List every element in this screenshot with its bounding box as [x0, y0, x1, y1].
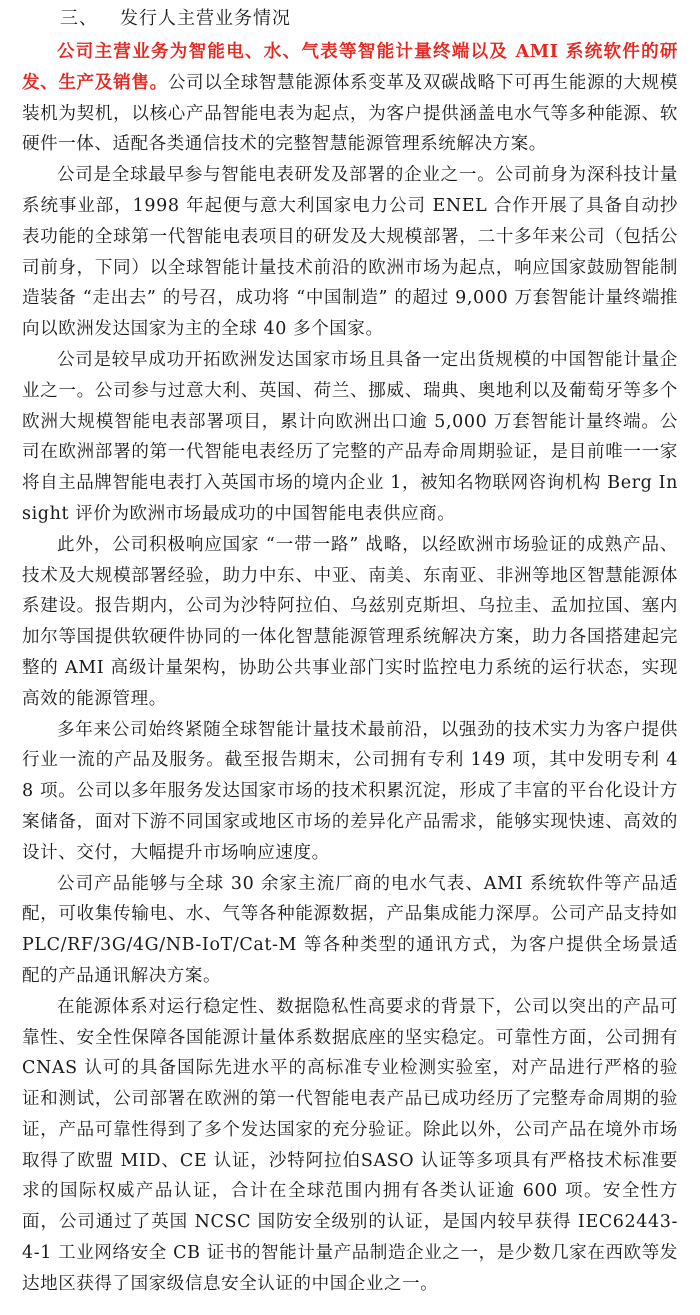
paragraph-reliability-security: 在能源体系对运行稳定性、数据隐私性高要求的背景下，公司以突出的产品可靠性、安全性保障各国能源计量体系数据底座的坚实稳定。可靠性方面，公司拥有 CNAS 认可的具备国际先进水平的高标准专业检测实验室，对产品进行严格的验证和测试，公司部署在欧洲的第一代智能电表产品已成功经历了完整寿命周期的验证，产品可靠性得到了多个发达国家的充分验证。除此以外，公司产品在境外市场取得了欧盟 MID、CE 认证，沙特阿拉伯SASO 认证等多项具有严格技术标准要求的国际权威产品认证，合计在全球范围内拥有各类认证逾 600 项。安全性方面，公司通过了英国 NCSC 国防安全级别的认证，是国内较早获得 IEC62443-4-1 工业网络安全 CB 证书的智能计量产品制造企业之一，是少数几家在西欧等发达地区获得了国家级信息安全认证的中国企业之一。: [22, 996, 678, 1294]
paragraph-technology: 多年来公司始终紧随全球智能计量技术最前沿，以强劲的技术实力为客户提供行业一流的产品及服务。截至报告期末，公司拥有专利 149 项，其中发明专利 48 项。公司以多年服务发达国家市场的技术积累沉淀，形成了丰富的平台化设计方案储备，面对下游不同国家或地区市场的差异化产品需求，能够实现快速、高效的设计、交付，大幅提升市场响应速度。: [22, 719, 678, 863]
paragraph-text: 公司以全球智慧能源体系变革及双碳战略下可再生能源的大规模装机为契机，以核心产品智能电表为起点，为客户提供涵盖电水气等多种能源、软硬件一体、适配各类通信技术的完整智慧能源管理系统解决方案。: [22, 72, 678, 155]
paragraph-main-business: [22, 37, 678, 160]
section-heading: [60, 4, 678, 34]
main-business-highlight: 公司主营业务为智能电、水、气表等智能计量终端以及 AMI 系统软件的研发、生产及销售。: [22, 42, 678, 93]
paragraph-compatibility: 公司产品能够与全球 30 余家主流厂商的电水气表、AMI 系统软件等产品适配，可收集传输电、水、气等各种能源数据，产品集成能力深厚。公司产品支持如 PLC/RF/3G/4G/NB-IoT/Cat-M 等各种类型的通讯方式，为客户提供全场景适配的产品通讯解决方案。: [22, 873, 678, 986]
section-title: 发行人主营业务情况: [120, 8, 291, 29]
paragraph-belt-and-road: 此外，公司积极响应国家 “一带一路” 战略，以经欧洲市场验证的成熟产品、技术及大规模部署经验，助力中东、中亚、南美、东南亚、非洲等地区智慧能源体系建设。报告期内，公司为沙特阿拉伯、乌兹别克斯坦、乌拉圭、孟加拉国、塞内加尔等国提供软硬件协同的一体化智慧能源管理系统解决方案，助力各国搭建起完整的 AMI 高级计量架构，协助公共事业部门实时监控电力系统的运行状态，实现高效的能源管理。: [22, 534, 678, 709]
paragraph-history: 公司是全球最早参与智能电表研发及部署的企业之一。公司前身为深科技计量系统事业部，1998 年起便与意大利国家电力公司 ENEL 合作开展了具备自动抄表功能的全球第一代智能电表项目的研发及大规模部署，二十多年来公司（包括公司前身，下同）以全球智能计量技术前沿的欧洲市场为起点，响应国家鼓励智能制造装备 “走出去” 的号召，成功将 “中国制造” 的超过 9,000 万套智能计量终端推向以欧洲发达国家为主的全球 40 多个国家。: [22, 165, 678, 340]
paragraph-europe-market: 公司是较早成功开拓欧洲发达国家市场且具备一定出货规模的中国智能计量企业之一。公司参与过意大利、英国、荷兰、挪威、瑞典、奥地利以及葡萄牙等多个欧洲大规模智能电表部署项目，累计向欧洲出口逾 5,000 万套智能计量终端。公司在欧洲部署的第一代智能电表经历了完整的产品寿命周期验证，是目前唯一一家将自主品牌智能电表打入英国市场的境内企业 1，被知名物联网咨询机构 Berg Insight 评价为欧洲市场最成功的中国智能电表供应商。: [22, 349, 678, 524]
section-number: 三、: [60, 8, 98, 29]
